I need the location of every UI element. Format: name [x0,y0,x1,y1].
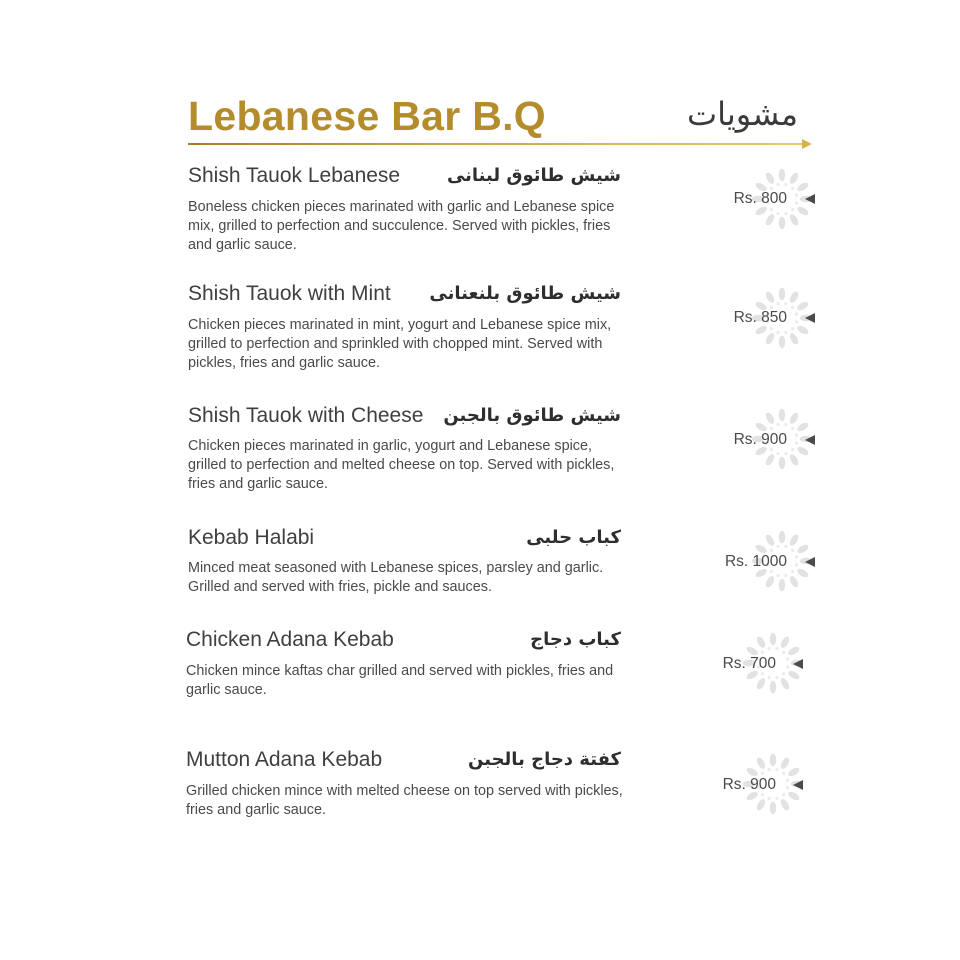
item-name: Shish Tauok with Mint [188,282,391,305]
section-title-arabic: مشويات [687,95,798,133]
item-description: Chicken mince kaftas char grilled and served with pickles, fries and garlic sauce. [186,663,614,698]
item-name-arabic: شيش طائوق لبنانى [446,165,621,186]
item-name-arabic: كباب دجاج [530,629,621,650]
price-marker-icon [805,435,815,445]
item-description: Minced meat seasoned with Lebanese spices, parsley and garlic. Grilled and served with fries, pickle and sauces. [188,560,604,595]
price-marker-icon [793,780,803,790]
item-name: Mutton Adana Kebab [186,748,383,771]
price-marker-icon [805,557,815,567]
divider-end-arrow-icon [802,139,812,149]
price-marker-icon [793,659,803,669]
item-price: Rs. 850 [733,309,787,326]
item-name: Shish Tauok with Cheese [188,404,424,427]
price-marker-icon [805,313,815,323]
item-name-arabic: كفتة دجاج بالجبن [468,749,621,770]
item-name: Chicken Adana Kebab [186,628,394,651]
price-marker-icon [805,194,815,204]
item-name: Kebab Halabi [188,526,315,549]
item-description: Chicken pieces marinated in mint, yogurt and Lebanese spice mix, grilled to perfection and sprinkled with chopped mint. Served with pickles, fries and garlic sauce. [188,317,612,371]
item-price: Rs. 800 [733,190,787,207]
title-divider [188,143,804,145]
item-description: Chicken pieces marinated in garlic, yogurt and Lebanese spice, grilled to perfection and melted cheese on top. Served with pickles, fries and garlic sauce. [188,438,615,492]
item-name-arabic: شيش طائوق بلنعنانى [429,283,621,304]
item-name-arabic: كباب حلبى [526,527,621,548]
item-description: Grilled chicken mince with melted cheese on top served with pickles, fries and garlic sauce. [186,783,623,818]
item-price: Rs. 900 [733,431,787,448]
section-title: Lebanese Bar B.Q [188,93,546,139]
item-name: Shish Tauok Lebanese [188,164,401,187]
item-description: Boneless chicken pieces marinated with garlic and Lebanese spice mix, grilled to perfection and succulence. Served with pickles, fries and garlic sauce. [188,199,615,253]
item-price: Rs. 900 [722,776,776,793]
item-name-arabic: شيش طائوق بالجبن [443,405,621,426]
item-price: Rs. 1000 [724,553,787,570]
item-price: Rs. 700 [722,655,776,672]
